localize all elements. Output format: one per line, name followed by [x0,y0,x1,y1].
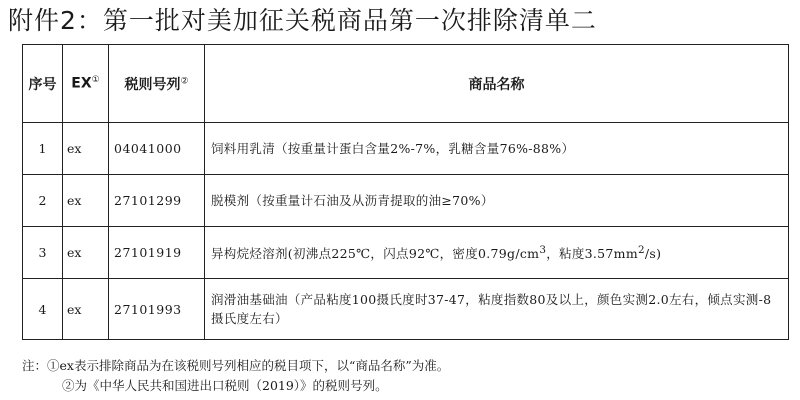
document-title: 附件2：第一批对美加征关税商品第一次排除清单二 [8,6,597,35]
cell-name [205,227,789,279]
superscript-exponent: 3 [539,244,547,257]
cell-seq: 4 [23,279,63,340]
cell-seq: 1 [23,123,63,175]
footnote-2: ②为《中华人民共和国进出口税则（2019）》的税则号列。 [62,378,388,393]
cell-name-part: 异构烷烃溶剂(初沸点225℃，闪点92℃，密度0.79g/cm [211,246,540,262]
cell-seq: 3 [23,227,63,279]
table-row [23,279,789,340]
cell-code: 27101919 [109,227,205,279]
superscript-exponent: 2 [637,244,645,257]
header-seq: 序号 [23,45,63,123]
table-header-row [23,45,789,123]
footnote-1: 注：①ex表示排除商品为在该税则号列相应的税目项下，以“商品名称”为准。 [22,358,450,373]
header-code-label: 税则号列 [124,76,181,93]
cell-name: 脱模剂（按重量计石油及从沥青提取的油≥70%） [205,175,789,227]
footnotes [22,356,449,396]
cell-name: 饲料用乳清（按重量计蛋白含量2%-7%，乳糖含量76%-88%） [205,123,789,175]
exclusion-list-table [22,44,789,340]
cell-ex: ex [63,227,109,279]
cell-name: 润滑油基础油（产品粘度100摄氏度时37-47，粘度指数80及以上，颜色实测2.0左右，倾点实测-8摄氏度左右） [205,279,789,340]
cell-name-part: ，粘度3.57mm [546,246,638,262]
header-name: 商品名称 [205,45,789,123]
table-row [23,123,789,175]
cell-code: 27101299 [109,175,205,227]
cell-ex: ex [63,279,109,340]
header-ex-footnote-mark: ① [91,75,100,86]
header-code [109,45,205,123]
cell-seq: 2 [23,175,63,227]
cell-code: 27101993 [109,279,205,340]
cell-ex: ex [63,123,109,175]
cell-name-part: /s) [644,246,662,262]
header-code-footnote-mark: ② [180,75,189,86]
cell-ex: ex [63,175,109,227]
table-row [23,175,789,227]
table-row [23,227,789,279]
header-ex-label: EX [71,75,92,92]
header-ex [63,45,109,123]
cell-code: 04041000 [109,123,205,175]
